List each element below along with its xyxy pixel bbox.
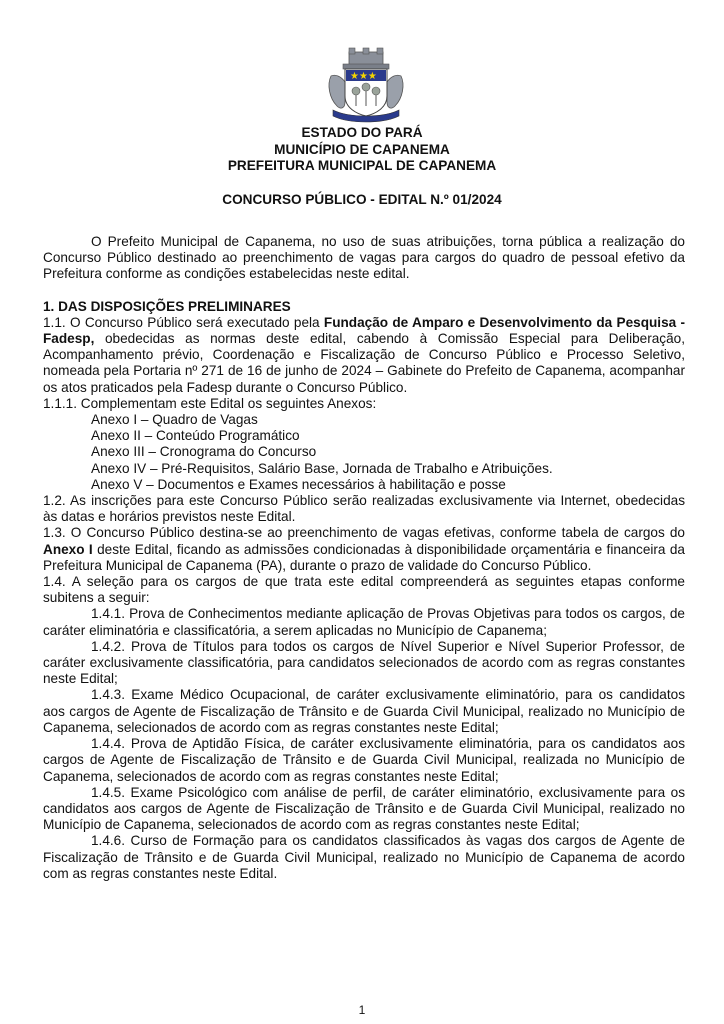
subitem: 1.4.3. Exame Médico Ocupacional, de caráter exclusivamente eliminatório, para os candidatos aos cargos de Agente de Fiscalização de Trânsito e de Guarda Civil Municipal, realizado no Município de Capanema, selecionados de acordo com as regras constantes neste Edital;	[43, 687, 685, 735]
document-title: CONCURSO PÚBLICO - EDITAL N.º 01/2024	[222, 191, 502, 207]
item-1-4: 1.4. A seleção para os cargos de que trata este edital compreenderá as seguintes etapas conforme subitens a seguir:	[43, 574, 685, 606]
section-heading: 1. DAS DISPOSIÇÕES PRELIMINARES	[43, 298, 291, 314]
document-body	[43, 234, 685, 882]
annex-item: Anexo II – Conteúdo Programático	[91, 428, 300, 444]
item-1-1-text: 1.1. O Concurso Público será executado pela	[43, 314, 324, 330]
item-1-3-bold: Anexo I	[43, 541, 93, 557]
annex-item: Anexo I – Quadro de Vagas	[91, 412, 258, 428]
subitem: 1.4.5. Exame Psicológico com análise de perfil, de caráter eliminatório, exclusivamente para os candidatos aos cargos de Agente de Fiscalização de Trânsito e de Guarda Civil Municipal, realizado no Município de Capanema, selecionados de acordo com as regras constantes neste Edital;	[43, 784, 685, 833]
annex-item: Anexo IV – Pré-Requisitos, Salário Base, Jornada de Trabalho e Atribuições.	[91, 460, 553, 476]
header-prefecture: PREFEITURA MUNICIPAL DE CAPANEMA	[227, 158, 497, 173]
page-number: 1	[358, 1003, 366, 1017]
subitem: 1.4.2. Prova de Títulos para todos os cargos de Nível Superior e Nível Superior Professor, de caráter exclusivamente classificatória, para candidatos selecionados de acordo com as regras constantes neste Edital;	[43, 638, 685, 687]
header-state: ESTADO DO PARÁ	[301, 125, 423, 140]
document-header	[0, 125, 724, 208]
subitem: 1.4.4. Prova de Aptidão Física, de caráter exclusivamente eliminatória, para os candidatos aos cargos de Agente de Fiscalização de Trânsito e de Guarda Civil Municipal, realizada no Município de Capanema, selecionados de acordo com as regras constantes neste Edital;	[43, 736, 685, 784]
item-1-3	[43, 525, 685, 574]
item-1-1	[43, 315, 685, 396]
item-1-1-1: 1.1.1. Complementam este Edital os seguintes Anexos:	[43, 395, 377, 411]
item-1-1-bold: Fundação de Amparo e Desenvolvimento da Pesquisa - Fadesp,	[43, 314, 686, 347]
annex-item: Anexo III – Cronograma do Concurso	[91, 444, 317, 460]
annex-item: Anexo V – Documentos e Exames necessários à habilitação e posse	[91, 476, 506, 492]
subitem: 1.4.6. Curso de Formação para os candidatos classificados às vagas dos cargos de Agente de Fiscalização de Trânsito e de Guarda Civil Municipal, realizado no Município de Capanema de acordo com as regras constantes neste Edital.	[43, 833, 685, 881]
item-1-3-suffix: deste Edital, ficando as admissões condicionadas à disponibilidade orçamentária e financeira da Prefeitura Municipal de Capanema (PA), durante o prazo de validade do Concurso Público.	[43, 541, 685, 573]
svg-text:★★★: ★★★	[350, 71, 377, 82]
item-1-2: 1.2. As inscrições para este Concurso Público serão realizadas exclusivamente via Internet, obedecidas às datas e horários previstos neste Edital.	[43, 493, 685, 525]
item-1-1-suffix: obedecidas as normas deste edital, cabendo à Comissão Especial para Deliberação, Acompanhamento prévio, Coordenação e Fiscalização de Concurso Público e Processo Seletivo, nomeada pela Portaria nº 271 de 16 de junho de 2024 – Gabinete do Prefeito de Capanema, acompanhar os atos praticados pela Fadesp durante o Concurso Público.	[43, 331, 685, 395]
item-1-3-text: 1.3. O Concurso Público destina-se ao preenchimento de vagas efetivas, conforme tabela de cargos do	[43, 525, 685, 541]
header-municipality: MUNICÍPIO DE CAPANEMA	[274, 141, 450, 157]
subitem: 1.4.1. Prova de Conhecimentos mediante aplicação de Provas Objetivas para todos os cargos, de caráter eliminatória e classificatória, a serem aplicadas no Município de Capanema;	[43, 606, 685, 638]
intro-paragraph: O Prefeito Municipal de Capanema, no uso de suas atribuições, torna pública a realização do Concurso Público destinado ao preenchimento de vagas para cargos do quadro de pessoal efetivo da Prefeitura conforme as condições estabelecidas neste edital.	[43, 234, 685, 282]
coat-of-arms-icon	[325, 46, 407, 124]
